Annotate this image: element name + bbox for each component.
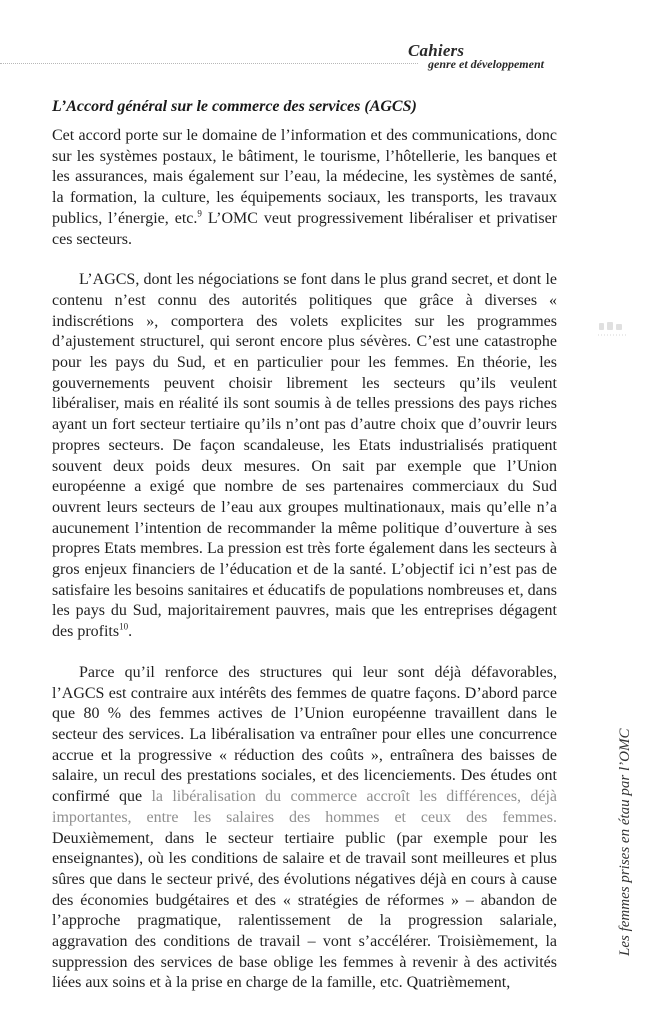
paragraph-1-text: Cet accord porte sur le domaine de l’information et des communications, donc sur les systèmes postaux, le bâtiment, le tourisme, l’hôtellerie, les banques et les assurances, mais également sur l’eau, la médecine, les systèmes de santé, la formation, la culture, les équipements sociaux, les transports, les travaux publics, l’énergie, etc. [52,127,557,227]
paragraph-2-text: L’AGCS, dont les négociations se font dans le plus grand secret, et dont le contenu n’est connu des autorités politiques que grâce à diverses « indiscrétions », comportera des volets explicites sur les programmes d’ajustement structurel, qui seront encore plus sévères. C’est une catastrophe pour les pays du Sud, et en particulier pour les femmes. En théorie, les gouvernements peuvent choisir librement les secteurs qu’ils veulent libéraliser, mais en réalité ils sont soumis à de telles pressions des pays riches ayant un fort secteur tertiaire qu’ils n’ont pas d’autre choix que d’ouvrir leurs propres secteurs. De façon scandaleuse, les Etats industrialisés pratiquent souvent deux poids deux mesures. On sait par exemple que l’Union européenne a exigé que nombre de ses partenaires commerciaux du Sud ouvrent leurs secteurs de l’eau aux groupes multinationaux, mais qu’elle n’a aucunement l’intention de recommander la même politique d’ouverture à ses propres Etats membres. La pression est très forte également dans les secteurs à gros enjeux financiers de l’éducation et de la santé. L’objectif ici n’est pas de satisfaire les besoins sanitaires et éducatifs de populations nombreuses et, dans les pays du Sud, majoritairement pauvres, mais que les entreprises dégagent des profits [52,271,557,641]
journal-logo [408,42,578,70]
side-running-title: Les femmes prises en étau par l’OMC [617,728,633,956]
paragraph-3 [52,663,557,994]
journal-logo-line1: Cahiers [408,41,465,60]
journal-logo-line2: genre et développement [428,57,544,71]
margin-decoration-mark [597,320,629,338]
paragraph-3-faded-text: la libéralisation du commerce accroît les différences, déjà importantes, entre les salaires des hommes et ceux des femmes. [52,788,558,826]
paragraph-2 [52,270,557,643]
article-content [52,96,557,994]
footnote-10: 10 [119,621,129,632]
paragraph-3-before: Parce qu’il renforce des structures qui leur sont déjà défavorables, l’AGCS est contraire aux intérêts des femmes de quatre façons. D’abord parce que 80 % des femmes actives de l’Union européenne travaillent dans le secteur des services. La libéralisation va entraîner pour elles une concurrence accrue et la progressive « réduction des coûts », entraînera des baisses de salaire, un recul des prestations sociales, et des licenciements. Des études ont confirmé que [52,663,557,806]
paragraph-1-end: L’OMC veut progressivement libéraliser et privatiser ces secteurs. [52,209,557,248]
footnote-9: 9 [197,208,202,219]
header-dotted-rule [0,63,418,64]
paragraph-2-end: . [128,623,133,641]
paragraph-3-after: Deuxièmement, dans le secteur tertiaire public (par exemple pour les enseignantes), où les conditions de salaire et de travail sont meilleures et plus sûres que dans le secteur privé, des évolutions négatives déjà en cours à cause des économies budgétaires et des « stratégies de réformes » – abandon de l’approche pragmatique, ralentissement de la progression salariale, aggravation des conditions de travail – vont s’accélérer. Troisièmement, la suppression des services de base oblige les femmes à revenir à des activités liées aux soins et à la prise en charge de la famille, etc. Quatrièmement, [52,829,557,992]
page-header [0,0,650,80]
paragraph-1 [52,126,557,250]
section-title: L’Accord général sur le commerce des services (AGCS) [52,98,417,115]
